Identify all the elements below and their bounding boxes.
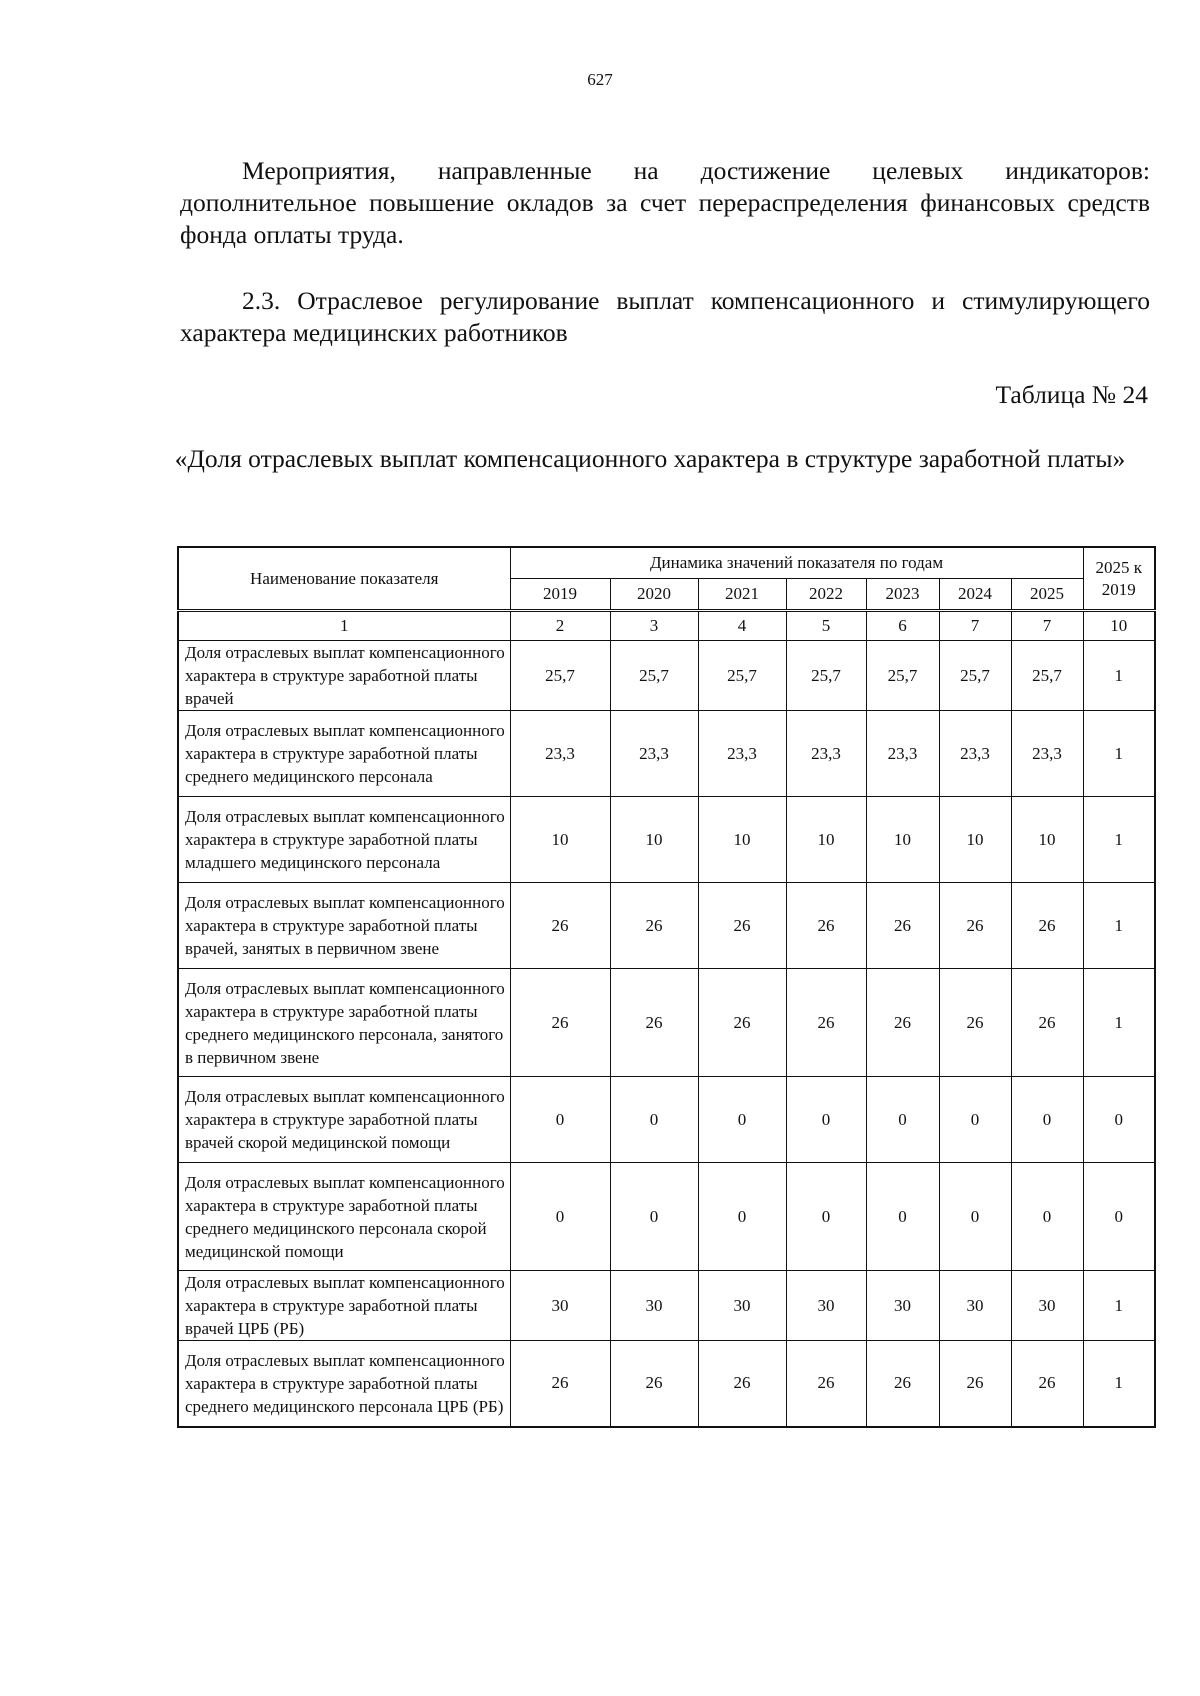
- table-row: [178, 883, 1155, 969]
- value-cell-2023: 0: [866, 1163, 939, 1271]
- value-cell-2021: 23,3: [698, 711, 786, 797]
- value-cell-2021: 0: [698, 1077, 786, 1163]
- header-year: 2023: [866, 579, 939, 611]
- value-cell-2023: 26: [866, 969, 939, 1077]
- indicator-name-cell: Доля отраслевых выплат компенсационного характера в структуре заработной платы врачей: [178, 641, 510, 711]
- value-cell-2019: 10: [510, 797, 610, 883]
- value-cell-2022: 0: [786, 1077, 866, 1163]
- header-year: 2019: [510, 579, 610, 611]
- value-cell-2022: 23,3: [786, 711, 866, 797]
- header-indicator-name: Наименование показателя: [178, 547, 510, 611]
- value-cell-2024: 26: [939, 883, 1011, 969]
- column-number: 2: [510, 611, 610, 641]
- value-cell-2022: 26: [786, 883, 866, 969]
- value-cell-2020: 0: [610, 1163, 698, 1271]
- value-cell-2023: 0: [866, 1077, 939, 1163]
- column-number: 3: [610, 611, 698, 641]
- value-cell-2019: 26: [510, 969, 610, 1077]
- value-cell-2020: 0: [610, 1077, 698, 1163]
- value-cell-2025: 25,7: [1011, 641, 1083, 711]
- column-number: 7: [1011, 611, 1083, 641]
- paragraph-measures: Мероприятия, направленные на достижение целевых индикаторов: дополнительное повышение окладов за счет перераспределения финансовых средств фонда оплаты труда.: [180, 156, 1150, 249]
- indicator-name-cell: Доля отраслевых выплат компенсационного характера в структуре заработной платы врачей ЦРБ (РБ): [178, 1271, 510, 1341]
- value-cell-2023: 26: [866, 1341, 939, 1427]
- value-cell-2021: 26: [698, 883, 786, 969]
- table-row: [178, 711, 1155, 797]
- value-cell-2020: 23,3: [610, 711, 698, 797]
- ratio-cell: 1: [1083, 883, 1155, 969]
- header-year: 2022: [786, 579, 866, 611]
- value-cell-2019: 0: [510, 1163, 610, 1271]
- table-label: Таблица № 24: [995, 380, 1148, 409]
- value-cell-2021: 25,7: [698, 641, 786, 711]
- value-cell-2021: 10: [698, 797, 786, 883]
- table-body: [178, 641, 1155, 1427]
- value-cell-2025: 26: [1011, 883, 1083, 969]
- value-cell-2023: 30: [866, 1271, 939, 1341]
- ratio-cell: 1: [1083, 1271, 1155, 1341]
- column-number-row: [178, 611, 1155, 641]
- table-row: [178, 969, 1155, 1077]
- value-cell-2025: 0: [1011, 1163, 1083, 1271]
- column-number: 7: [939, 611, 1011, 641]
- indicator-name-cell: Доля отраслевых выплат компенсационного характера в структуре заработной платы среднего медицинского персонала: [178, 711, 510, 797]
- header-year: 2025: [1011, 579, 1083, 611]
- value-cell-2022: 26: [786, 969, 866, 1077]
- value-cell-2020: 25,7: [610, 641, 698, 711]
- value-cell-2022: 10: [786, 797, 866, 883]
- indicator-name-cell: Доля отраслевых выплат компенсационного характера в структуре заработной платы младшего медицинского персонала: [178, 797, 510, 883]
- value-cell-2023: 23,3: [866, 711, 939, 797]
- ratio-cell: 1: [1083, 641, 1155, 711]
- value-cell-2022: 25,7: [786, 641, 866, 711]
- value-cell-2024: 23,3: [939, 711, 1011, 797]
- value-cell-2020: 26: [610, 969, 698, 1077]
- paragraph-section-2-3: 2.3. Отраслевое регулирование выплат компенсационного и стимулирующего характера медицинских работников: [180, 286, 1150, 347]
- value-cell-2024: 10: [939, 797, 1011, 883]
- value-cell-2019: 23,3: [510, 711, 610, 797]
- table-row: [178, 1163, 1155, 1271]
- value-cell-2019: 25,7: [510, 641, 610, 711]
- value-cell-2022: 26: [786, 1341, 866, 1427]
- value-cell-2024: 0: [939, 1077, 1011, 1163]
- indicator-table: [177, 546, 1156, 1428]
- value-cell-2025: 0: [1011, 1077, 1083, 1163]
- indicator-name-cell: Доля отраслевых выплат компенсационного характера в структуре заработной платы врачей скорой медицинской помощи: [178, 1077, 510, 1163]
- indicator-name-cell: Доля отраслевых выплат компенсационного характера в структуре заработной платы врачей, занятых в первичном звене: [178, 883, 510, 969]
- value-cell-2021: 30: [698, 1271, 786, 1341]
- column-number: 6: [866, 611, 939, 641]
- value-cell-2020: 30: [610, 1271, 698, 1341]
- header-ratio: 2025 к 2019: [1083, 547, 1155, 611]
- value-cell-2025: 26: [1011, 969, 1083, 1077]
- value-cell-2021: 26: [698, 969, 786, 1077]
- value-cell-2025: 23,3: [1011, 711, 1083, 797]
- value-cell-2024: 30: [939, 1271, 1011, 1341]
- table-row: [178, 641, 1155, 711]
- value-cell-2024: 26: [939, 1341, 1011, 1427]
- table-row: [178, 797, 1155, 883]
- value-cell-2021: 0: [698, 1163, 786, 1271]
- indicator-name-cell: Доля отраслевых выплат компенсационного характера в структуре заработной платы среднего медицинского персонала скорой медицинской помощи: [178, 1163, 510, 1271]
- value-cell-2024: 26: [939, 969, 1011, 1077]
- table-row: [178, 1341, 1155, 1427]
- value-cell-2025: 26: [1011, 1341, 1083, 1427]
- value-cell-2019: 26: [510, 883, 610, 969]
- indicator-name-cell: Доля отраслевых выплат компенсационного характера в структуре заработной платы среднего медицинского персонала, занятого в первичном звене: [178, 969, 510, 1077]
- value-cell-2025: 30: [1011, 1271, 1083, 1341]
- column-number: 4: [698, 611, 786, 641]
- page-number: 627: [587, 70, 613, 89]
- value-cell-2022: 30: [786, 1271, 866, 1341]
- value-cell-2020: 10: [610, 797, 698, 883]
- table-row: [178, 1271, 1155, 1341]
- ratio-cell: 0: [1083, 1163, 1155, 1271]
- column-number: 5: [786, 611, 866, 641]
- ratio-cell: 1: [1083, 797, 1155, 883]
- value-cell-2023: 26: [866, 883, 939, 969]
- header-year: 2021: [698, 579, 786, 611]
- value-cell-2025: 10: [1011, 797, 1083, 883]
- column-number: 1: [178, 611, 510, 641]
- value-cell-2019: 30: [510, 1271, 610, 1341]
- value-cell-2023: 10: [866, 797, 939, 883]
- value-cell-2024: 25,7: [939, 641, 1011, 711]
- header-year: 2020: [610, 579, 698, 611]
- value-cell-2019: 0: [510, 1077, 610, 1163]
- header-dynamics: Динамика значений показателя по годам: [510, 547, 1083, 579]
- ratio-cell: 1: [1083, 711, 1155, 797]
- value-cell-2021: 26: [698, 1341, 786, 1427]
- value-cell-2020: 26: [610, 883, 698, 969]
- value-cell-2023: 25,7: [866, 641, 939, 711]
- table-caption: «Доля отраслевых выплат компенсационного характера в структуре заработной платы»: [174, 444, 1126, 473]
- value-cell-2022: 0: [786, 1163, 866, 1271]
- column-number: 10: [1083, 611, 1155, 641]
- value-cell-2024: 0: [939, 1163, 1011, 1271]
- header-year: 2024: [939, 579, 1011, 611]
- ratio-cell: 0: [1083, 1077, 1155, 1163]
- value-cell-2019: 26: [510, 1341, 610, 1427]
- indicator-name-cell: Доля отраслевых выплат компенсационного характера в структуре заработной платы среднего медицинского персонала ЦРБ (РБ): [178, 1341, 510, 1427]
- value-cell-2020: 26: [610, 1341, 698, 1427]
- table-row: [178, 1077, 1155, 1163]
- ratio-cell: 1: [1083, 1341, 1155, 1427]
- ratio-cell: 1: [1083, 969, 1155, 1077]
